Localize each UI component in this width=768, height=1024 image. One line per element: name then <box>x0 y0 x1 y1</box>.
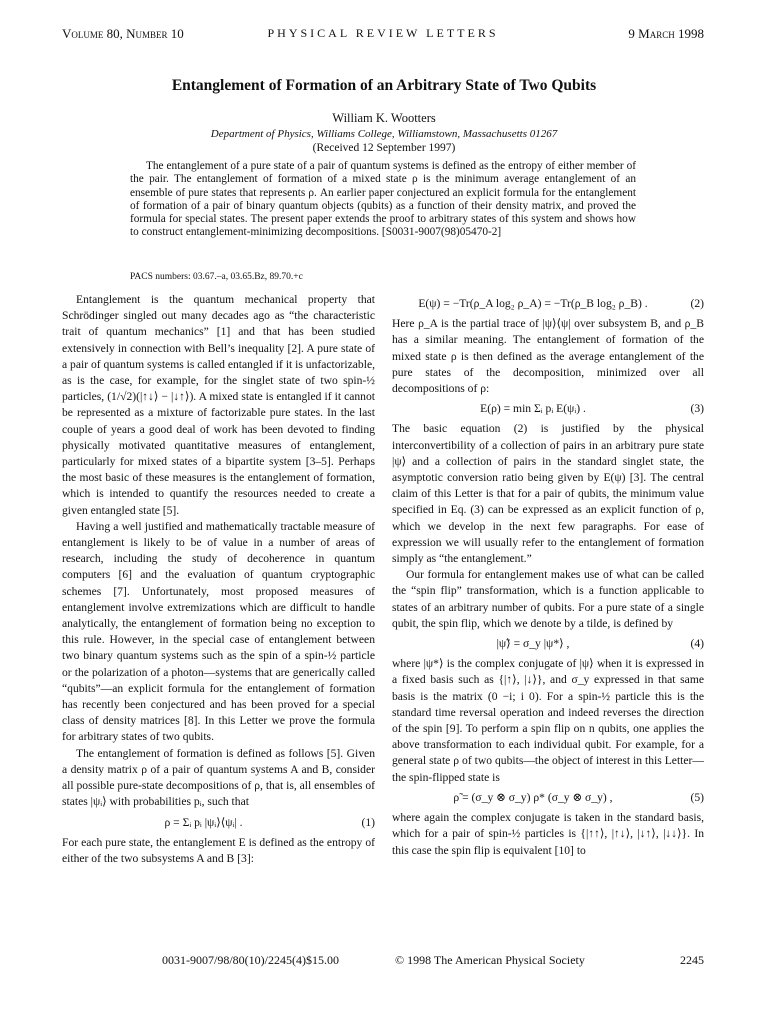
paragraph: Our formula for entanglement makes use of what can be called the “spin flip” transformation, which is a function applicable to states of an arbitrary number of qubits. For a pure state of a single qubit, the spin flip, which we denote by a tilde, is defined by <box>392 568 704 630</box>
volume-number: Volume 80, Number 10 <box>62 26 184 41</box>
equation-body: E(ψ) = −Tr(ρ_A log₂ ρ_A) = −Tr(ρ_B log₂ ρ_B) . <box>418 297 648 310</box>
paragraph: Here ρ_A is the partial trace of |ψ⟩⟨ψ| over subsystem B, and ρ_B has a similar meaning. The entanglement of formation of the mixed state ρ is then defined as the average entanglement of the pure states of the decomposition, minimized over all decompositions of ρ: <box>392 317 704 396</box>
affiliation: Department of Physics, Williams College, Williamstown, Massachusetts 01267 <box>210 128 558 140</box>
page-footer <box>62 953 704 971</box>
equation-number: (2) <box>690 297 704 310</box>
paragraph: where |ψ*⟩ is the complex conjugate of |ψ⟩ when it is expressed in a fixed basis such as {|↑⟩, |↓⟩}, and σ_y expressed in that same basis is the matrix (0 −i; i 0). For a spin-½ particle this is the standard time reversal operation and indeed reverses the direction of the spin [9]. To perform a spin flip on n qubits, one applies the above transformation to each individual qubit. For example, for a general state ρ of two qubits—the object of interest in this Letter—the spin-flipped state is <box>392 657 704 784</box>
paragraph: where again the complex conjugate is taken in the standard basis, which for a pair of spin-½ particles is {|↑↑⟩, |↑↓⟩, |↓↑⟩, |↓↓⟩}. In this case the spin flip is equivalent [10] to <box>392 811 704 857</box>
equation-number: (5) <box>690 790 704 804</box>
author: William K. Wootters <box>332 111 436 125</box>
paragraph: Having a well justified and mathematically tractable measure of entanglement is likely to be of value in a number of areas of research, including the study of decoherence in quantum computers [6] and the evaluation of quantum cryptographic schemes [7]. Unfortunately, most proposed measures of entanglement involve extremizations which are difficult to handle analytically, the entanglement of formation being no exception to this rule. However, in the special case of entanglement between two binary quantum systems such as the spin of a spin-½ particle or the polarization of a photon—systems that are generically called “qubits”—an explicit formula for the entanglement of formation has recently been conjectured and has been proved for a special class of density matrices [8]. In this Letter we prove the formula for arbitrary states of two qubits. <box>62 519 375 744</box>
equation-body: ρ = Σᵢ pᵢ |ψᵢ⟩⟨ψᵢ| . <box>164 815 243 829</box>
journal-name: PHYSICAL REVIEW LETTERS <box>267 26 499 40</box>
paragraph: Entanglement is the quantum mechanical property that Schrödinger singled out many decades ago as “the characteristic trait of quantum mechanics” [1] and that has been studied extensively in connection with Bell’s inequality [2]. A pure state of a pair of quantum systems is called entangled if it is unfactorizable, as is the case, for example, for the singlet state of two spin-½ particles, (1/√2)(|↑↓⟩ − |↓↑⟩). A mixed state is entangled if it cannot be represented as a mixture of factorizable pure states. In the last couple of years a good deal of work has been devoted to finding physically motivated quantitative measures of entanglement, particularly for mixed states of a bipartite system [3–5]. Perhaps the most basic of these measures is the entanglement of formation, which is intended to quantify the resources needed to create a given entangled state [5]. <box>62 293 375 517</box>
copyright: © 1998 The American Physical Society <box>395 953 585 967</box>
paragraph: The entanglement of formation is defined as follows [5]. Given a density matrix ρ of a pair of quantum systems A and B, consider all possible pure-state decompositions of ρ, that is, all ensembles of states |ψᵢ⟩ with probabilities pᵢ, such that <box>62 746 375 809</box>
paragraph: For each pure state, the entanglement E is defined as the entropy of either of the two subsystems A and B [3]: <box>62 835 375 865</box>
issue-date: 9 March 1998 <box>628 26 704 41</box>
equation-body: E(ρ) = min Σᵢ pᵢ E(ψᵢ) . <box>480 402 586 416</box>
left-column <box>62 292 375 867</box>
equation-4 <box>392 636 704 652</box>
equation-body: |ψ̃⟩ = σ_y |ψ*⟩ , <box>496 637 570 651</box>
equation-number: (1) <box>361 815 375 829</box>
article-code: 0031-9007/98/80(10)/2245(4)$15.00 <box>162 953 339 967</box>
received-date: (Received 12 September 1997) <box>312 142 456 154</box>
equation-2 <box>392 296 704 312</box>
paper-title: Entanglement of Formation of an Arbitrary State of Two Qubits <box>171 77 597 94</box>
running-header <box>62 26 704 44</box>
page-number: 2245 <box>680 953 704 967</box>
abstract: The entanglement of a pure state of a pair of quantum systems is defined as the entropy of either member of the pair. The entanglement of formation of a mixed state ρ is the minimum average entanglement of an ensemble of pure states that represents ρ. An earlier paper conjectured an explicit formula for the entanglement of formation of a pair of binary quantum objects (qubits) as a function of their density matrix, and proved the formula for special states. The present paper extends the proof to arbitrary states of this system and shows how to construct entanglement-minimizing decompositions. [S0031-9007(98)05470-2] <box>130 160 636 239</box>
equation-1 <box>62 815 375 831</box>
pacs-numbers: PACS numbers: 03.67.–a, 03.65.Bz, 89.70.+c <box>130 272 303 282</box>
right-column <box>392 292 704 859</box>
equation-3 <box>392 401 704 417</box>
equation-number: (4) <box>690 637 704 651</box>
equation-5 <box>392 790 704 806</box>
equation-number: (3) <box>690 402 704 416</box>
paragraph: The basic equation (2) is justified by the physical interconvertibility of a collection of pairs in an arbitrary pure state |ψ⟩ and a collection of pairs in the standard singlet state, the asymptotic conversion ratio being given by E(ψ) [3]. The central claim of this Letter is that for a pair of qubits, the minimum value specified in Eq. (3) can be expressed as an explicit function of ρ, which we develop in the next few paragraphs. For ease of expression we will usually refer to the entanglement of formation simply as “the entanglement.” <box>392 422 704 566</box>
equation-body: ρ̃ = (σ_y ⊗ σ_y) ρ* (σ_y ⊗ σ_y) , <box>453 790 613 804</box>
